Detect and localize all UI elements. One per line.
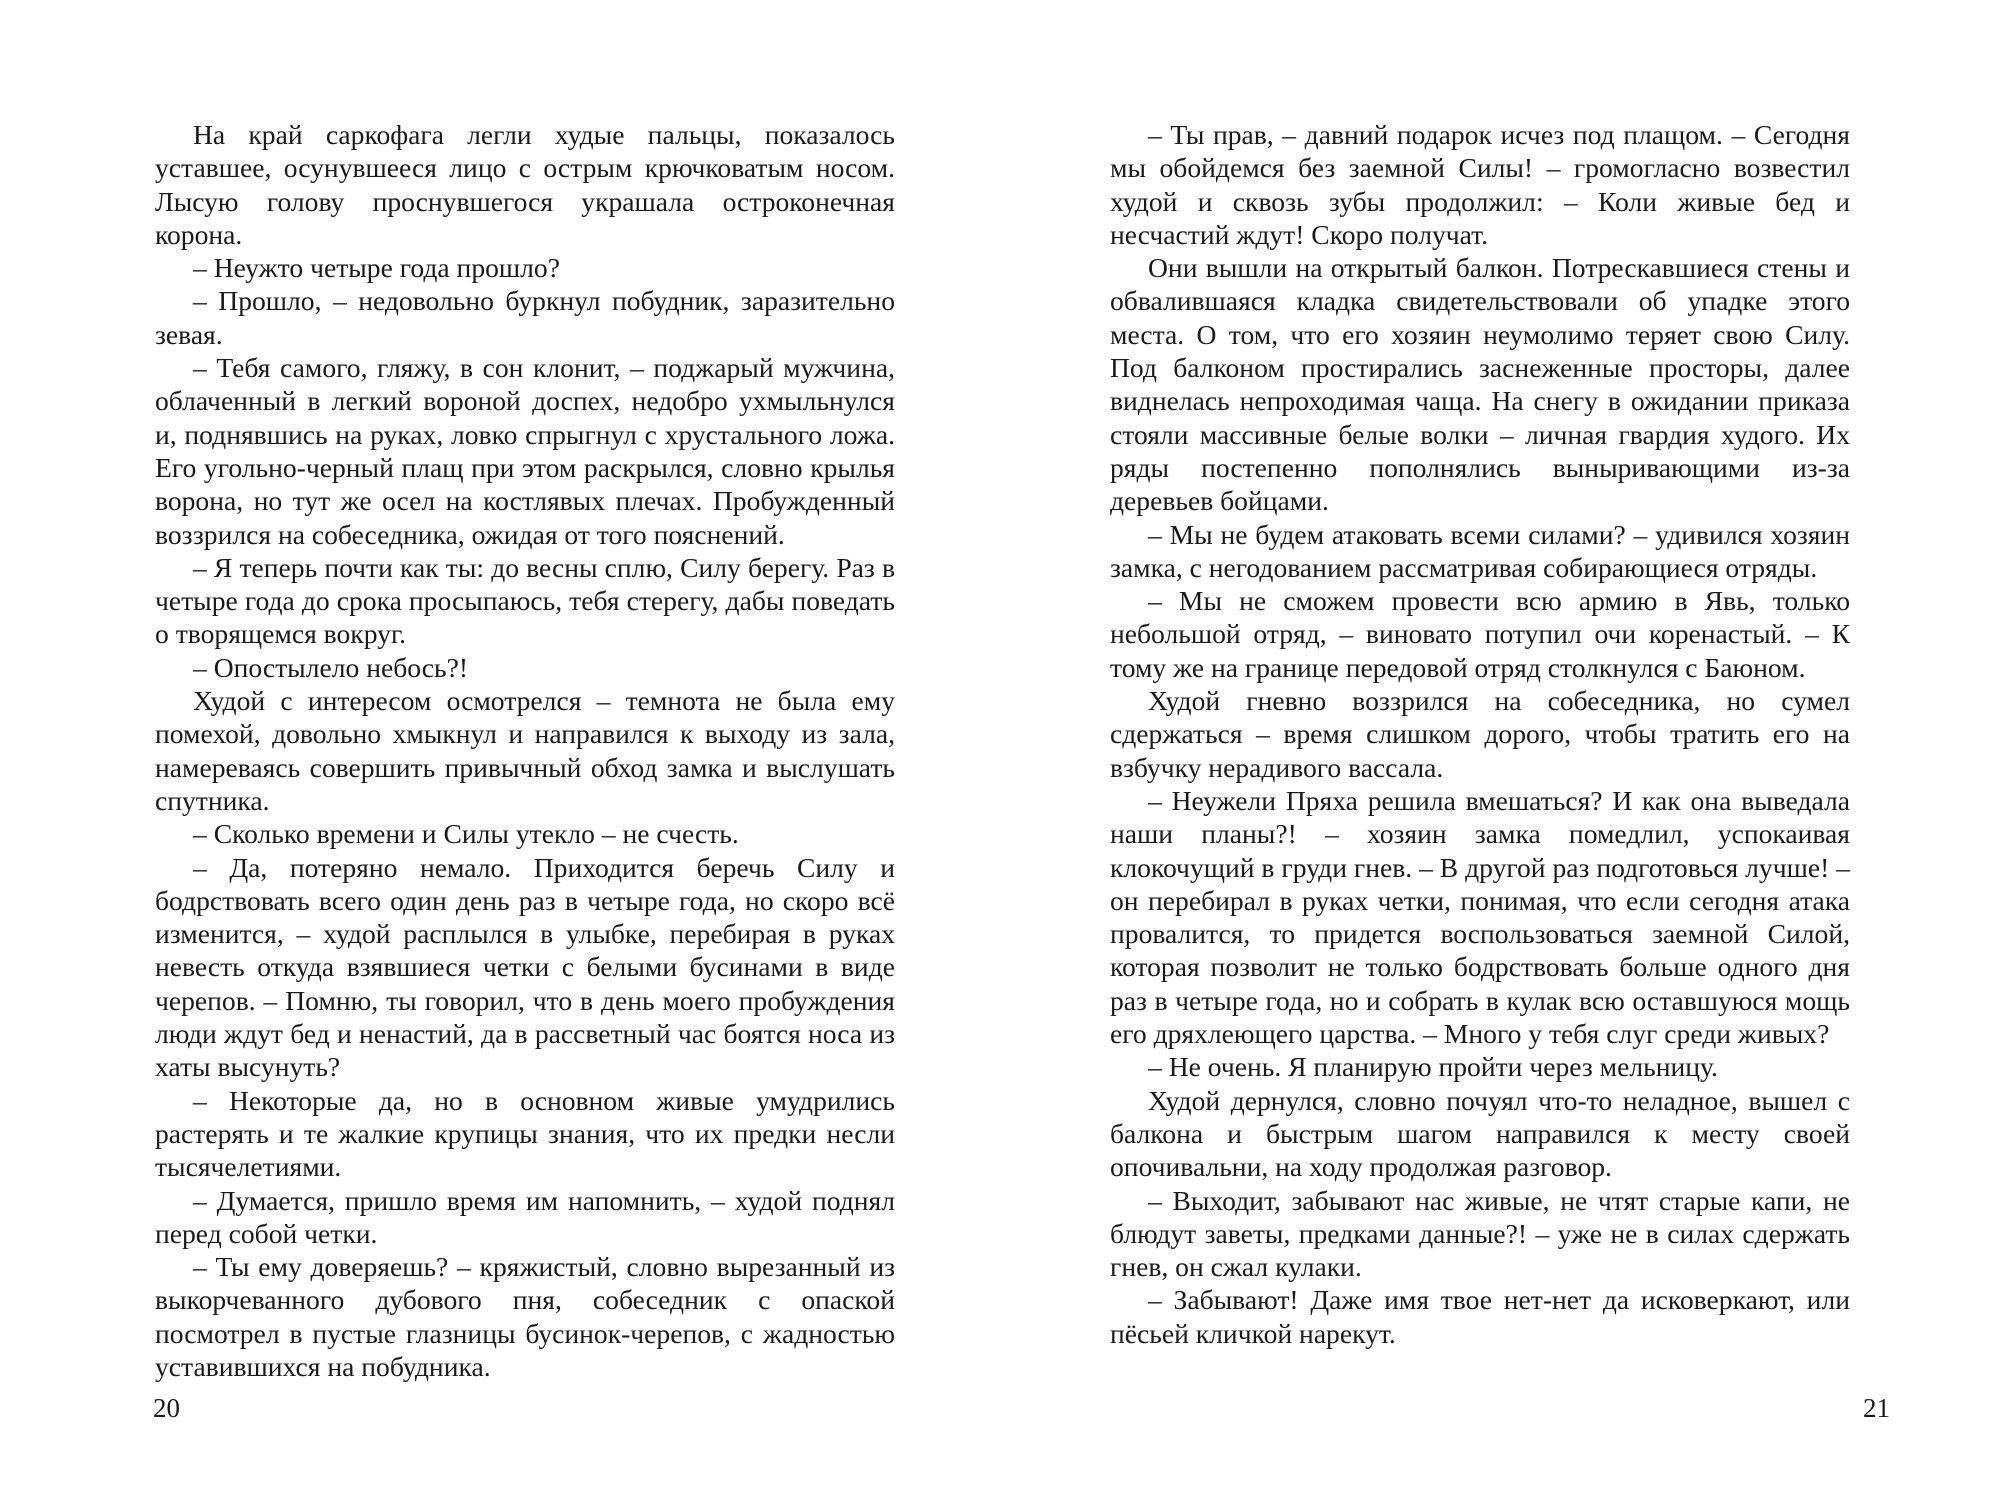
page-number-left: 20 <box>153 1393 180 1423</box>
paragraph: – Ты ему доверяешь? – кряжистый, словно вырезанный из выкорчеванного дубового пня, собеседник с опаской посмотрел в пустые глазницы бусинок-черепов, с жадностью уставившихся на побудника. <box>155 1251 895 1382</box>
paragraph: – Тебя самого, гляжу, в сон клонит, – поджарый мужчина, облаченный в легкий вороной доспех, недобро ухмыльнулся и, поднявшись на руках, ловко спрыгнул с хрустального ложа. Его угольно-черный плащ при этом раскрылся, словно крылья ворона, но тут же осел на костлявых плечах. Пробужденный воззрился на собеседника, ожидая от того пояснений. <box>155 352 895 550</box>
paragraph: На край саркофага легли худые пальцы, показалось уставшее, осунувшееся лицо с острым крючковатым носом. Лысую голову проснувшегося украшала остроконечная корона. <box>155 119 895 250</box>
paragraph: – Неужто четыре года прошло? <box>193 252 560 284</box>
left-page <box>155 118 895 1383</box>
right-page <box>1110 118 1850 1350</box>
paragraph: – Забывают! Даже имя твое нет-нет да исковеркают, или пёсьей кличкой нарекут. <box>1110 1284 1850 1349</box>
paragraph: – Некоторые да, но в основном живые умудрились растерять и те жалкие крупицы знания, что их предки несли тысячелетиями. <box>155 1084 895 1183</box>
paragraph: – Я теперь почти как ты: до весны сплю, Силу берегу. Раз в четыре года до срока просыпаюсь, тебя стерегу, дабы поведать о творящемся вокруг. <box>155 551 895 650</box>
paragraph: Худой гневно воззрился на собеседника, но сумел сдержаться – время слишком дорого, чтобы тратить его на взбучку нерадивого вассала. <box>1110 685 1850 783</box>
paragraph: – Да, потеряно немало. Приходится беречь Силу и бодрствовать всего один день раз в четыре года, но скоро всё изменится, – худой расплылся в улыбке, перебирая в руках невесть откуда взявшиеся четки с белыми бусинами в виде черепов. – Помню, ты говорил, что в день моего пробуждения люди ждут бед и ненастий, да в рассветный час боятся носа из хаты высунуть? <box>155 851 895 1083</box>
paragraph: – Неужели Пряха решила вмешаться? И как она выведала наши планы?! – хозяин замка помедлил, успокаивая клокочущий в груди гнев. – В другой раз подготовься лучше! – он перебирал в руках четки, понимая, что если сегодня атака провалится, то придется воспользоваться заемной Силой, которая позволит не только бодрствовать больше одного дня раз в четыре года, но и собрать в кулак всю оставшуюся мощь его дряхлеющего царства. – Много у тебя слуг среди живых? <box>1110 784 1850 1050</box>
paragraph: – Прошло, – недовольно буркнул побудник, заразительно зевая. <box>155 285 895 350</box>
paragraph: – Сколько времени и Силы утекло – не счесть. <box>193 818 739 850</box>
paragraph: Худой дернулся, словно почуял что-то неладное, вышел с балкона и быстрым шагом направился к месту своей опочивальни, на ходу продолжая разговор. <box>1110 1084 1850 1183</box>
paragraph: – Думается, пришло время им напомнить, – худой поднял перед собой четки. <box>155 1184 895 1249</box>
paragraph: – Мы не будем атаковать всеми силами? – удивился хозяин замка, с негодованием рассматривая собирающиеся отряды. <box>1110 518 1850 583</box>
page-number-right: 21 <box>1863 1393 1890 1423</box>
paragraph: Худой с интересом осмотрелся – темнота не была ему помехой, довольно хмыкнул и направился к выходу из зала, намереваясь совершить привычный обход замка и выслушать спутника. <box>155 685 895 816</box>
paragraph: – Мы не сможем провести всю армию в Явь, только небольшой отряд, – виновато потупил очи коренастый. – К тому же на границе передовой отряд столкнулся с Баюном. <box>1110 585 1850 683</box>
paragraph: – Опостылело небось?! <box>193 651 469 683</box>
paragraph: Они вышли на открытый балкон. Потрескавшиеся стены и обвалившаяся кладка свидетельствовали об упадке этого места. О том, что его хозяин неумолимо теряет свою Силу. Под балконом простирались заснеженные просторы, далее виднелась непроходимая чаща. На снегу в ожидании приказа стояли массивные белые волки – личная гвардия худого. Их ряды постепенно пополнялись выныривающими из-за деревьев бойцами. <box>1110 252 1850 517</box>
paragraph: – Выходит, забывают нас живые, не чтят старые капи, не блюдут заветы, предками данные?! – уже не в силах сдержать гнев, он сжал кулаки. <box>1110 1184 1850 1283</box>
paragraph: – Не очень. Я планирую пройти через мельницу. <box>1148 1051 1718 1083</box>
paragraph: – Ты прав, – давний подарок исчез под плащом. – Сегодня мы обойдемся без заемной Силы! – громогласно возвестил худой и сквозь зубы продолжил: – Коли живые бед и несчастий ждут! Скоро получат. <box>1110 119 1850 250</box>
